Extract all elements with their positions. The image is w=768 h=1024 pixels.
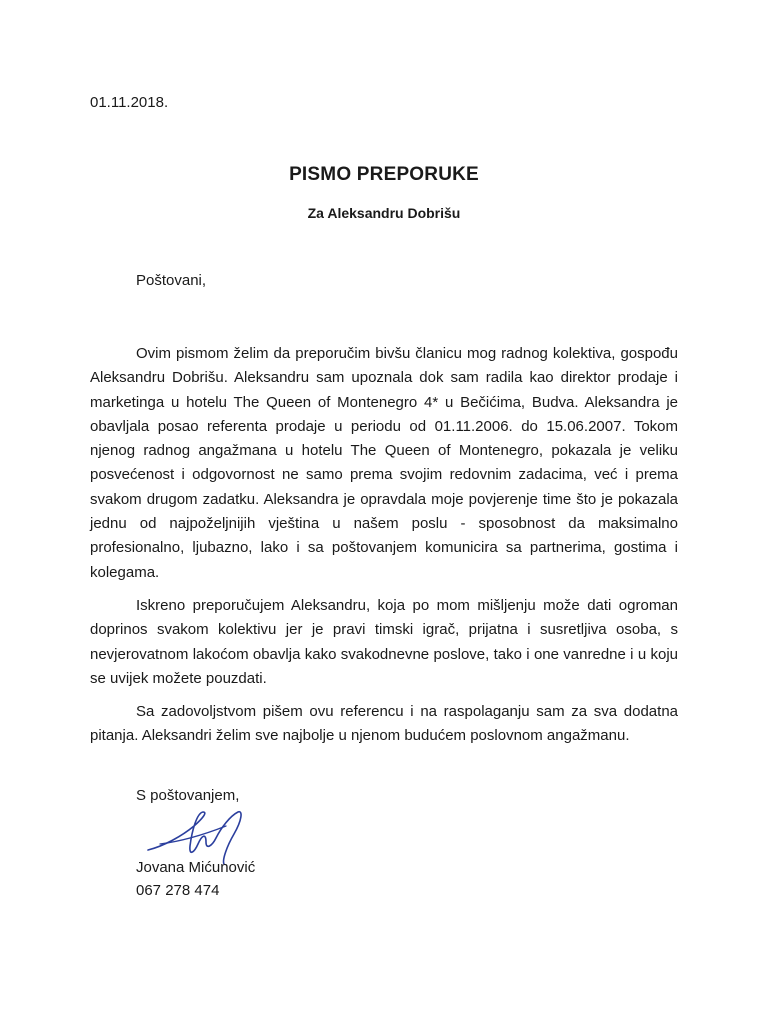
letter-subtitle: Za Aleksandru Dobrišu bbox=[307, 205, 461, 221]
body-paragraph-2: Iskreno preporučujem Aleksandru, koja po mom mišljenju može dati ogroman doprinos svakom kolektivu jer je pravi timski igrač, prijatna i susretljiva osoba, s nevjerovatnom lakoćom obavlja kako svakodnevne poslove, tako i one vanredne i u koju se uvijek možete pouzdati. bbox=[90, 596, 678, 687]
letter-date: 01.11.2018. bbox=[90, 94, 169, 111]
letter-salutation: Poštovani, bbox=[136, 272, 207, 289]
letter-title: PISMO PREPORUKE bbox=[289, 164, 479, 185]
signer-phone: 067 278 474 bbox=[136, 882, 220, 899]
signer-name: Jovana Mićunović bbox=[136, 859, 256, 876]
letter-body bbox=[90, 342, 678, 758]
body-paragraph-1: Ovim pismom želim da preporučim bivšu članicu mog radnog kolektiva, gospođu Aleksandru Dobrišu. Aleksandru sam upoznala dok sam radila kao direktor prodaje i marketinga u hotelu The Queen of Montenegro 4* u Bečićima, Budva. Aleksandra je obavljala posao referenta prodaje u periodu od 01.11.2006. do 15.06.2007. Tokom njenog radnog angažmana u hotelu The Queen of Montenegro, pokazala je veliku posvećenost i odgovornost ne samo prema svojim redovnim zadacima, već i prema svakom drugom zadatku. Aleksandra je opravdala moje povjerenje time što je pokazala jednu od najpoželjnijih vještina u našem poslu - sposobnost da maksimalno profesionalno, ljubazno, lako i sa poštovanjem komunicira sa partnerima, gostima i kolegama. bbox=[90, 345, 678, 581]
letter-closing: S poštovanjem, bbox=[136, 787, 240, 804]
body-paragraph-3: Sa zadovoljstvom pišem ovu referencu i na raspolaganju sam za sva dodatna pitanja. Aleksandri želim sve najbolje u njenom budućem poslovnom angažmanu. bbox=[90, 703, 678, 745]
